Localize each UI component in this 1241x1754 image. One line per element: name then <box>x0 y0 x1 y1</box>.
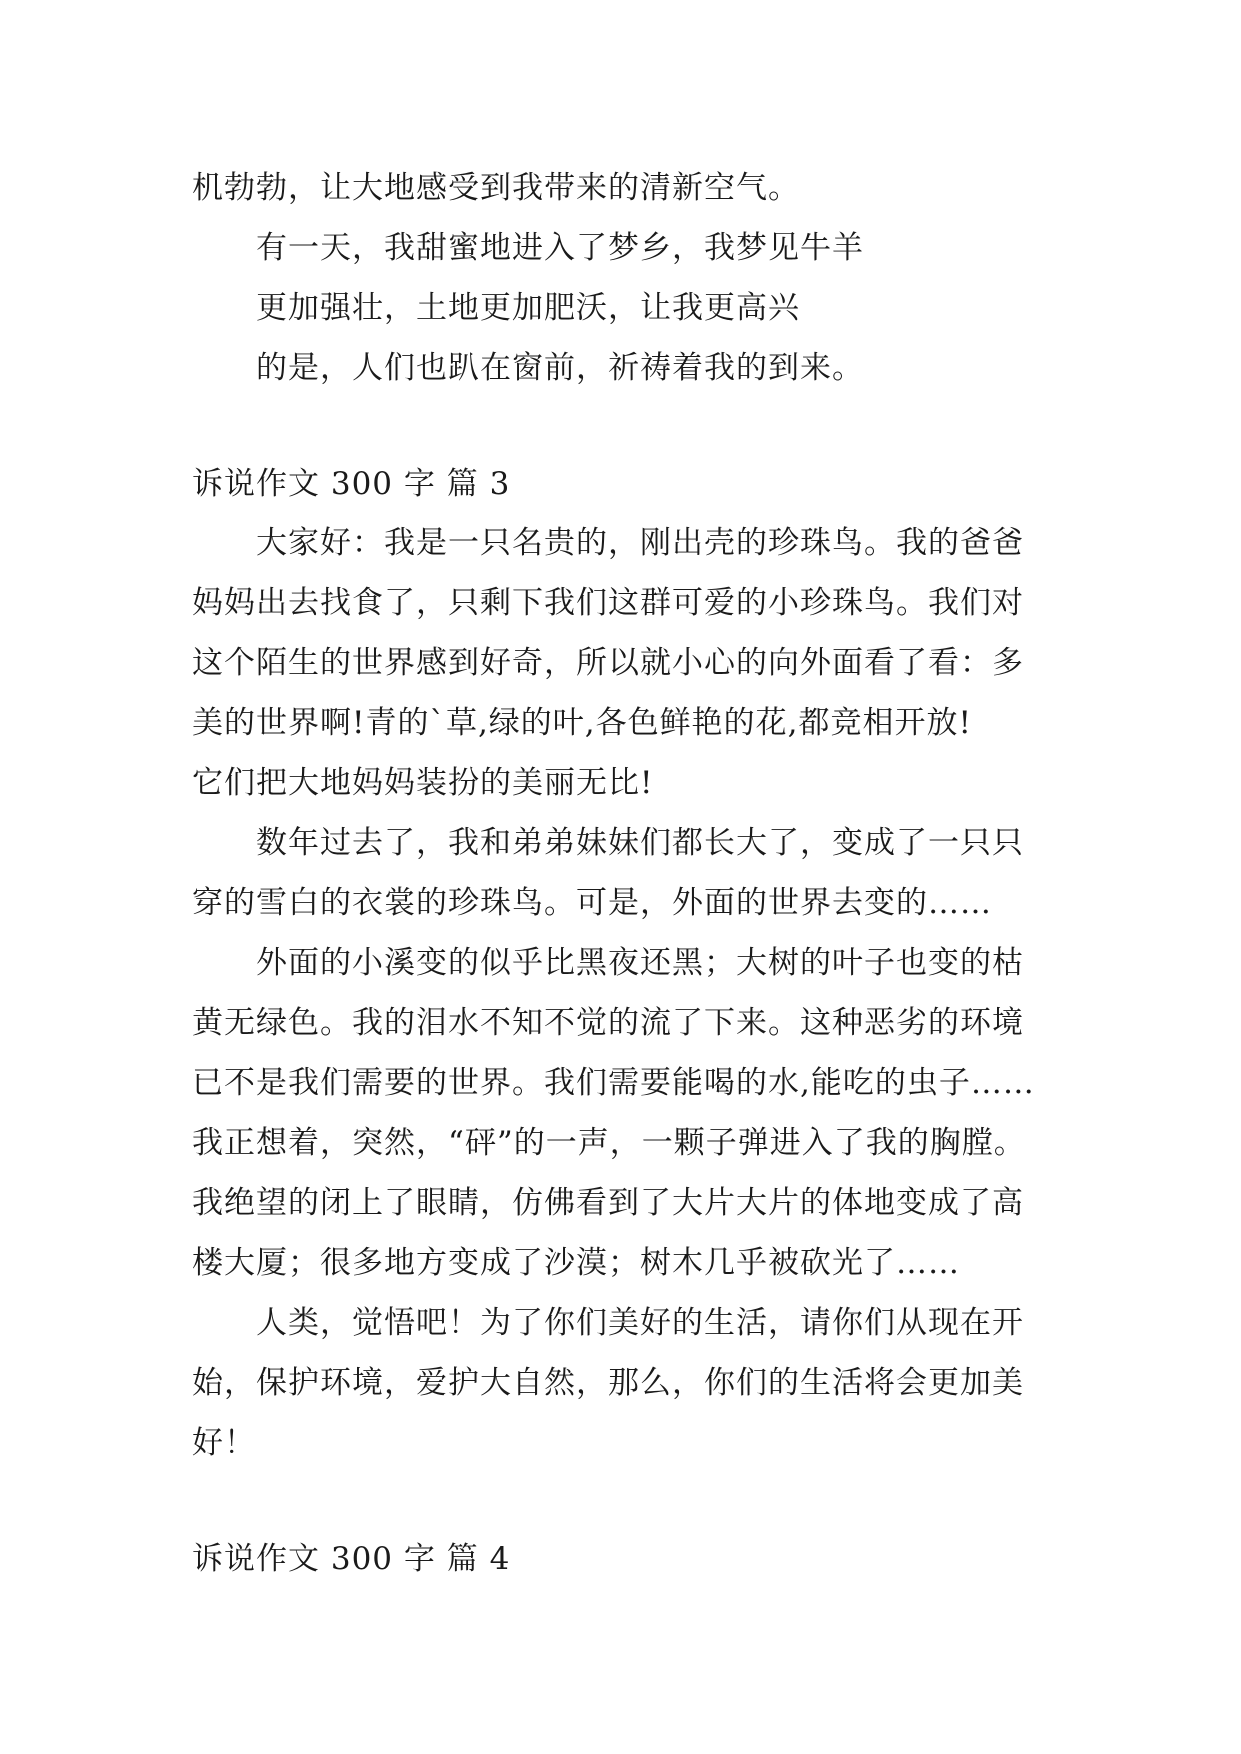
paragraph-line: 楼大厦；很多地方变成了沙漠；树木几乎被砍光了…… <box>192 1245 960 1281</box>
paragraph-line: 大家好：我是一只名贵的，刚出壳的珍珠鸟。我的爸爸 <box>256 525 1024 561</box>
paragraph-line: 数年过去了，我和弟弟妹妹们都长大了，变成了一只只 <box>256 825 1024 861</box>
paragraph-line: 穿的雪白的衣裳的珍珠鸟。可是，外面的世界去变的…… <box>192 885 992 921</box>
paragraph-line: 这个陌生的世界感到好奇，所以就小心的向外面看了看：多 <box>192 645 1024 681</box>
paragraph-line: 我正想着，突然，“砰”的一声，一颗子弹进入了我的胸膛。 <box>192 1125 1026 1161</box>
paragraph-line: 已不是我们需要的世界。我们需要能喝的水,能吃的虫子…… <box>192 1065 1035 1101</box>
section-heading: 诉说作文 300 字 篇 4 <box>192 1541 511 1577</box>
paragraph-line: 外面的小溪变的似乎比黑夜还黑；大树的叶子也变的枯 <box>256 945 1024 981</box>
paragraph-line: 好！ <box>192 1425 256 1461</box>
paragraph-line: 美的世界啊!青的`草,绿的叶,各色鲜艳的花,都竞相开放! <box>192 705 972 741</box>
paragraph-line: 更加强壮，土地更加肥沃，让我更高兴 <box>256 290 800 326</box>
paragraph-line: 始，保护环境，爱护大自然，那么，你们的生活将会更加美 <box>192 1365 1024 1401</box>
paragraph-line: 机勃勃，让大地感受到我带来的清新空气。 <box>192 170 800 206</box>
paragraph-line: 有一天，我甜蜜地进入了梦乡，我梦见牛羊 <box>256 230 864 266</box>
section-heading: 诉说作文 300 字 篇 3 <box>192 466 511 502</box>
paragraph-line: 黄无绿色。我的泪水不知不觉的流了下来。这种恶劣的环境 <box>192 1005 1024 1041</box>
paragraph-line: 我绝望的闭上了眼睛，仿佛看到了大片大片的体地变成了高 <box>192 1185 1024 1221</box>
paragraph-line: 人类，觉悟吧！为了你们美好的生活，请你们从现在开 <box>256 1305 1024 1341</box>
paragraph-line: 妈妈出去找食了，只剩下我们这群可爱的小珍珠鸟。我们对 <box>192 585 1024 621</box>
paragraph-line: 它们把大地妈妈装扮的美丽无比! <box>192 765 654 801</box>
paragraph-line: 的是，人们也趴在窗前，祈祷着我的到来。 <box>256 350 864 386</box>
